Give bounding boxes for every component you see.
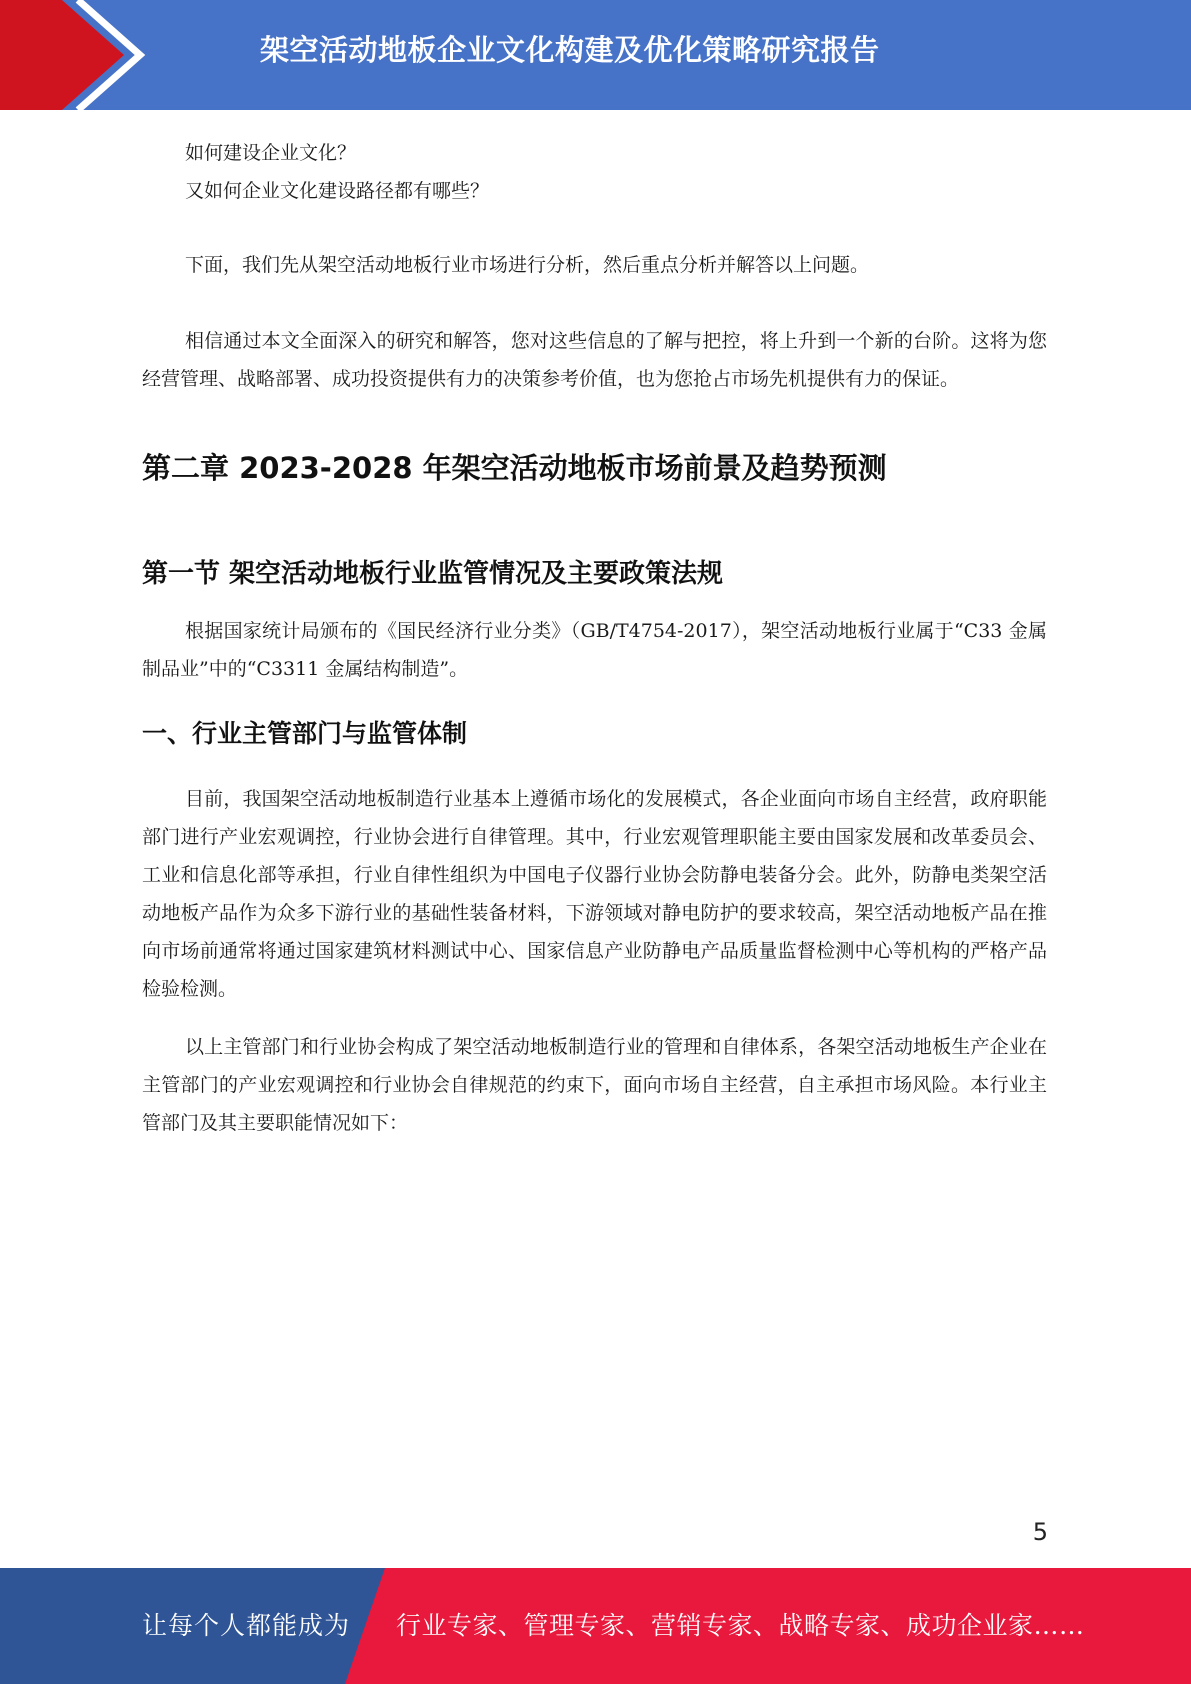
- page-number: 5: [1032, 1518, 1048, 1546]
- page-header: [0, 0, 1191, 110]
- question-2: 又如何企业文化建设路径都有哪些？: [185, 180, 490, 202]
- classification-paragraph: 根据国家统计局颁布的《国民经济行业分类》（GB/T4754-2017），架空活动地板行业属于“C33 金属制品业”中的“C3311 金属结构制造”。: [142, 620, 1047, 680]
- chapter-title: 第二章 2023-2028 年架空活动地板市场前景及趋势预测: [142, 451, 887, 485]
- question-1: 如何建设企业文化？: [185, 142, 357, 164]
- subsection-title: 一、行业主管部门与监管体制: [142, 719, 468, 748]
- header-arrow-decoration: [0, 0, 160, 110]
- page-footer: [0, 1568, 1191, 1684]
- intro-paragraph: 下面，我们先从架空活动地板行业市场进行分析，然后重点分析并解答以上问题。: [185, 254, 870, 276]
- footer-slogan-right: 行业专家、管理专家、营销专家、战略专家、成功企业家……: [396, 1611, 1085, 1640]
- regulation-paragraph-1: 目前，我国架空活动地板制造行业基本上遵循市场化的发展模式，各企业面向市场自主经营，政府职能部门进行产业宏观调控，行业协会进行自律管理。其中，行业宏观管理职能主要由国家发展和改革委员会、工业和信息化部等承担，行业自律性组织为中国电子仪器行业协会防静电装备分会。此外，防静电类架空活动地板产品作为众多下游行业的基础性装备材料，下游领域对静电防护的要求较高，架空活动地板产品在推向市场前通常将通过国家建筑材料测试中心、国家信息产业防静电产品质量监督检测中心等机构的严格产品检验检测。: [142, 788, 1047, 1000]
- header-red-arrow: [0, 0, 124, 110]
- footer-slogan-left: 让每个人都能成为: [142, 1611, 351, 1640]
- page-content: [142, 134, 1047, 1142]
- regulation-paragraph-2: 以上主管部门和行业协会构成了架空活动地板制造行业的管理和自律体系，各架空活动地板生产企业在主管部门的产业宏观调控和行业协会自律规范的约束下，面向市场自主经营，自主承担市场风险。本行业主管部门及其主要职能情况如下：: [142, 1036, 1047, 1134]
- report-title: 架空活动地板企业文化构建及优化策略研究报告: [260, 33, 880, 67]
- belief-paragraph: 相信通过本文全面深入的研究和解答，您对这些信息的了解与把控，将上升到一个新的台阶。这将为您经营管理、战略部署、成功投资提供有力的决策参考价值，也为您抢占市场先机提供有力的保证。: [142, 330, 1047, 390]
- section-title: 第一节 架空活动地板行业监管情况及主要政策法规: [142, 559, 724, 589]
